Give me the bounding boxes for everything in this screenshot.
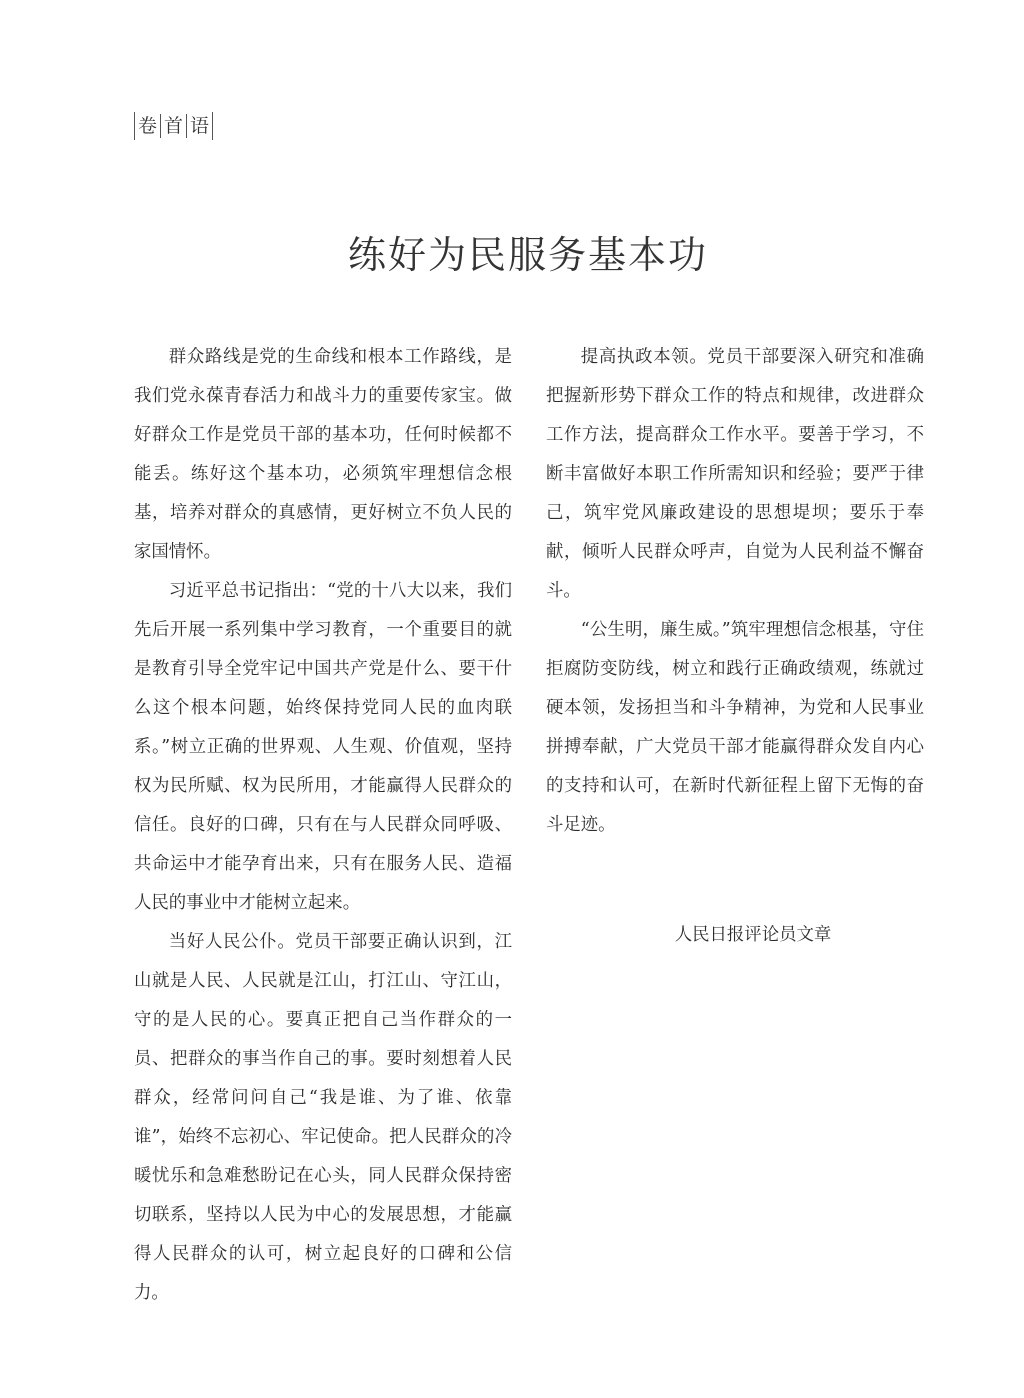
paragraph: 当好人民公仆。党员干部要正确认识到，江山就是人民、人民就是江山，打江山、守江山，守的是人民的心。要真正把自己当作群众的一员、把群众的事当作自己的事。要时刻想着人民群众，经常问问自己“我是谁、为了谁、依靠谁”，始终不忘初心、牢记使命。把人民群众的冷暖忧乐和急难愁盼记在心头，同人民群众保持密切联系，坚持以人民为中心的发展思想，才能赢得人民群众的认可，树立起良好的口碑和公信力。 xyxy=(134,932,512,1303)
paragraph: “公生明，廉生威。”筑牢理想信念根基，守住拒腐防变防线，树立和践行正确政绩观，练就过硬本领，发扬担当和斗争精神，为党和人民事业拼搏奉献，广大党员干部才能赢得群众发自内心的支持和认可，在新时代新征程上留下无悔的奋斗足迹。 xyxy=(546,620,924,835)
byline: 人民日报评论员文章 xyxy=(674,925,832,945)
paragraph: 群众路线是党的生命线和根本工作路线，是我们党永葆青春活力和战斗力的重要传家宝。做好群众工作是党员干部的基本功，任何时候都不能丢。练好这个基本功，必须筑牢理想信念根基，培养对群众的真感情，更好树立不负人民的家国情怀。 xyxy=(134,347,512,562)
section-tag-char: 首 xyxy=(164,115,184,137)
section-tag xyxy=(134,112,213,140)
section-tag-char: 卷 xyxy=(138,115,158,137)
article-title: 练好为民服务基本功 xyxy=(347,233,708,277)
paragraph: 习近平总书记指出：“党的十八大以来，我们先后开展一系列集中学习教育，一个重要目的就是教育引导全党牢记中国共产党是什么、要干什么这个根本问题，始终保持党同人民的血肉联系。”树立正确的世界观、人生观、价值观，坚持权为民所赋、权为民所用，才能赢得人民群众的信任。良好的口碑，只有在与人民群众同呼吸、共命运中才能孕育出来，只有在服务人民、造福人民的事业中才能树立起来。 xyxy=(134,581,512,913)
right-column xyxy=(546,338,924,845)
section-tag-char: 语 xyxy=(190,115,210,137)
paragraph: 提高执政本领。党员干部要深入研究和准确把握新形势下群众工作的特点和规律，改进群众工作方法，提高群众工作水平。要善于学习，不断丰富做好本职工作所需知识和经验；要严于律己，筑牢党风廉政建设的思想堤坝；要乐于奉献，倾听人民群众呼声，自觉为人民利益不懈奋斗。 xyxy=(546,347,924,601)
left-column xyxy=(134,338,512,1313)
